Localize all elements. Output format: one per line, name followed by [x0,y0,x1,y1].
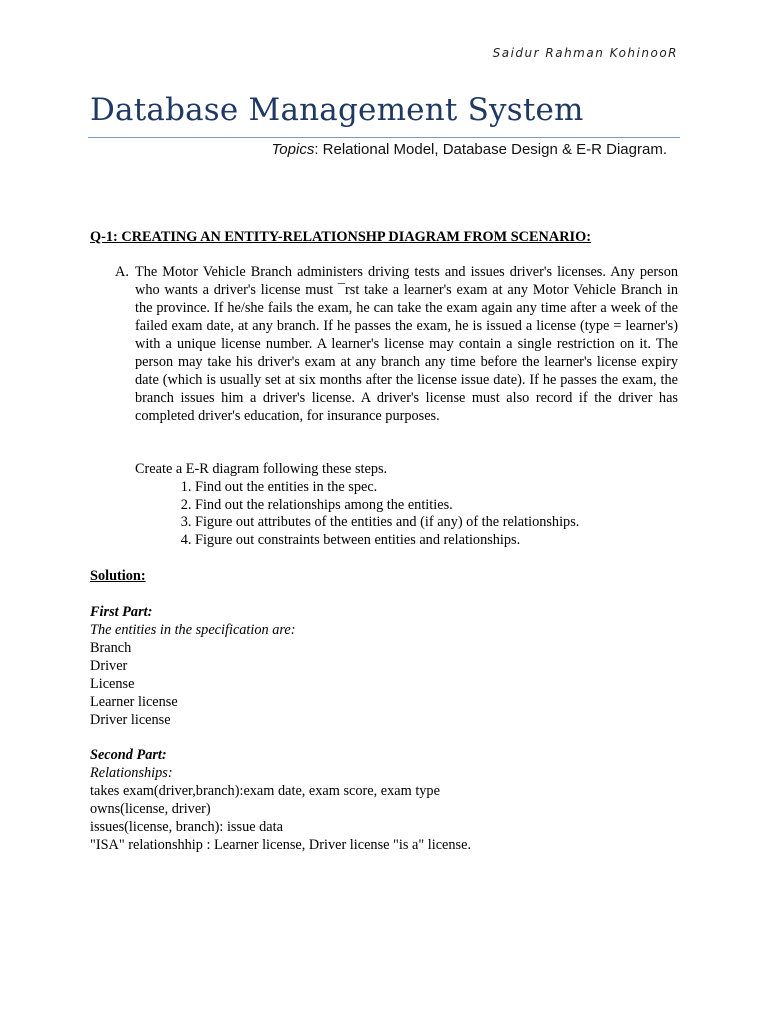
document-title: Database Management System [90,92,584,128]
relationship-item: issues(license, branch): issue data [90,819,283,835]
entity-item: Driver [90,658,128,674]
author-name: Saidur Rahman KohinooR [492,46,678,60]
step-item: 4. Figure out constraints between entities and relationships. [195,532,579,550]
question-body [115,263,678,425]
solution-heading: Solution: [90,568,146,584]
entity-item: License [90,676,135,692]
second-part [90,746,471,854]
steps-list [135,479,579,550]
relationship-item: takes exam(driver,branch):exam date, exam score, exam type [90,783,440,799]
entity-item: Learner license [90,694,178,710]
second-part-title: Second Part: [90,747,167,763]
step-item: 2. Find out the relationships among the entities. [195,497,579,515]
title-divider [88,137,680,138]
step-item: 1. Find out the entities in the spec. [195,479,579,497]
first-part [90,603,296,729]
scenario-paragraph: The Motor Vehicle Branch administers driving tests and issues driver's licenses. Any person who wants a driver's license must ¯rst take a learner's exam at any Motor Vehicle Branch in the province. If he/she fails the exam, he can take the exam again any time after a week of the failed exam date, at any branch. If he passes the exam, he is issued a license (type = learner's) with a unique license number. A learner's license may contain a single restriction on it. The person may take his driver's exam at any branch any time before the learner's license expiry date (which is usually set at six months after the license issue date). If he passes the exam, the branch issues him a driver's license. A driver's license must also record if the driver has completed driver's education, for insurance purposes. [135,264,678,424]
relationship-item: owns(license, driver) [90,801,211,817]
topics-text: : Relational Model, Database Design & E-R Diagram. [314,141,667,158]
first-part-title: First Part: [90,604,153,620]
second-part-subtitle: Relationships: [90,765,173,781]
first-part-subtitle: The entities in the specification are: [90,622,296,638]
question-heading: Q-1: CREATING AN ENTITY-RELATIONSHP DIAGRAM FROM SCENARIO: [90,229,591,245]
instruction-text: Create a E-R diagram following these steps. [135,461,388,477]
entity-item: Branch [90,640,132,656]
instructions-block [135,461,579,550]
list-marker: A. [115,264,129,280]
relationship-item: "ISA" relationshhip : Learner license, Driver license "is a" license. [90,837,472,853]
topics-label: Topics [271,141,315,158]
step-item: 3. Figure out attributes of the entities and (if any) of the relationships. [195,514,579,532]
topics-line [272,141,667,158]
entity-item: Driver license [90,712,171,728]
